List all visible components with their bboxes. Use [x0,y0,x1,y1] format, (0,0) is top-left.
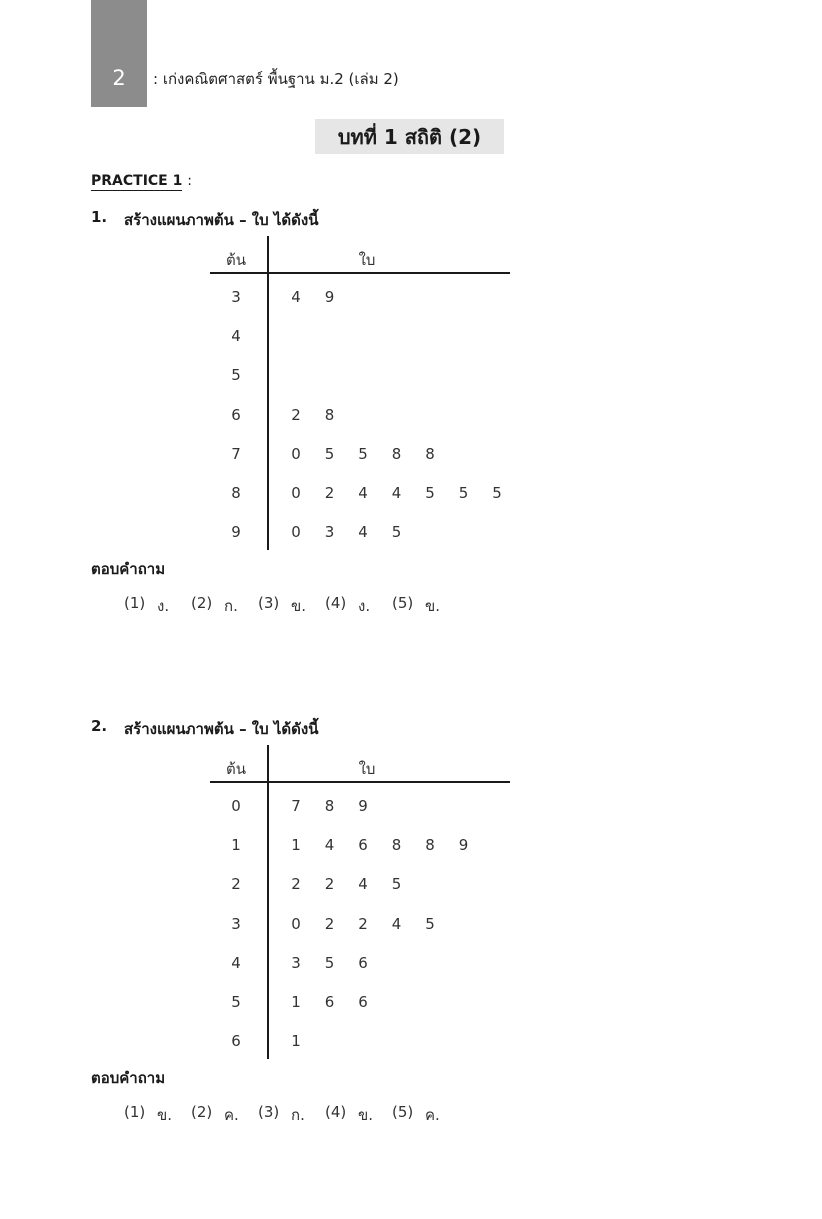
question-number: 2. [91,717,108,735]
leaf-value: 3 [324,523,335,542]
stem-value: 1 [231,836,241,855]
leaf-value: 5 [391,523,402,542]
leaf-value: 4 [358,875,368,894]
leaf-value: 2 [291,405,301,424]
leaf-value: 9 [458,836,469,855]
leaf-header: ใบ [358,760,376,778]
leaf-value: 4 [324,836,335,855]
leaf-value: 5 [358,444,368,463]
stem-value: 6 [231,405,241,424]
leaf-value: 7 [291,797,301,815]
leaf-value: 8 [391,836,402,855]
stem-value: 2 [231,875,241,894]
header-rule [210,272,510,274]
answer-label: (1) [124,1103,146,1122]
leaf-value: 5 [324,444,335,463]
answer-value: ก. [291,1106,305,1125]
leaf-value: 5 [391,875,402,894]
stem-value: 7 [231,444,241,463]
answer-label: (2) [191,1103,213,1122]
practice-colon: : [187,173,192,189]
leaf-value: 5 [425,484,435,502]
answer-value: ข. [291,597,307,616]
leaf-value: 1 [291,1032,301,1051]
stem-value: 5 [231,993,241,1011]
leaf-value: 8 [324,797,335,815]
stem-value: 3 [231,914,241,933]
practice-label: PRACTICE 1 [91,173,183,189]
leaf-value: 3 [291,953,301,972]
answer-value: ข. [157,1106,173,1125]
stem-value: 4 [231,953,241,972]
answer-label: (5) [392,594,414,613]
leaf-value: 6 [358,953,368,972]
practice-heading [91,173,192,189]
answer-label: (3) [258,1103,280,1122]
leaf-value: 9 [324,288,335,306]
page-number-tab [91,0,147,107]
stem-header: ต้น [226,251,246,269]
stem-value: 6 [231,1032,241,1051]
leaf-value: 4 [291,288,301,306]
leaf-value: 5 [458,484,469,502]
question-number: 1. [91,208,108,226]
question-text: สร้างแผนภาพต้น – ใบ ได้ดังนี้ [124,211,319,229]
leaf-value: 4 [358,523,368,542]
leaf-value: 0 [291,484,301,502]
answer-label: (3) [258,594,280,613]
leaf-value: 4 [391,914,402,933]
answer-value: ข. [425,597,441,616]
leaf-value: 2 [324,914,335,933]
leaf-value: 0 [291,914,301,933]
leaf-value: 1 [291,836,301,855]
leaf-value: 2 [358,914,368,933]
book-title: : เก่งคณิตศาสตร์ พื้นฐาน ม.2 (เล่ม 2) [153,70,399,88]
leaf-value: 0 [291,444,301,463]
leaf-value: 2 [291,875,301,894]
stem-leaf-divider [267,236,269,550]
answer-heading: ตอบคำถาม [91,1069,166,1088]
leaf-value: 6 [358,836,368,855]
answer-value: ค. [224,1106,239,1125]
answer-label: (4) [325,1103,347,1122]
leaf-value: 1 [291,993,301,1011]
stem-leaf-divider [267,745,269,1059]
stem-value: 3 [231,288,241,306]
page-number: 2 [112,66,126,90]
answer-value: ง. [157,597,170,616]
leaf-value: 2 [324,484,335,502]
leaf-value: 4 [391,484,402,502]
answer-label: (1) [124,594,146,613]
stem-value: 9 [231,523,241,542]
leaf-value: 4 [358,484,368,502]
answer-label: (5) [392,1103,414,1122]
stem-value: 5 [231,366,241,385]
leaf-value: 2 [324,875,335,894]
leaf-value: 8 [425,444,435,463]
leaf-value: 0 [291,523,301,542]
answer-value: ค. [425,1106,440,1125]
answer-label: (2) [191,594,213,613]
answer-value: ข. [358,1106,374,1125]
answer-value: ง. [358,597,371,616]
leaf-value: 6 [358,993,368,1011]
question-text: สร้างแผนภาพต้น – ใบ ได้ดังนี้ [124,720,319,738]
header-rule [210,781,510,783]
leaf-value: 8 [391,444,402,463]
leaf-value: 8 [425,836,435,855]
leaf-value: 5 [324,953,335,972]
leaf-value: 9 [358,797,368,815]
stem-value: 0 [231,797,241,815]
answer-value: ก. [224,597,238,616]
leaf-value: 5 [492,484,502,502]
answer-heading: ตอบคำถาม [91,560,166,579]
leaf-value: 5 [425,914,435,933]
chapter-title: บทที่ 1 สถิติ (2) [315,119,504,154]
leaf-value: 6 [324,993,335,1011]
stem-header: ต้น [226,760,246,778]
stem-value: 4 [231,327,241,346]
answer-label: (4) [325,594,347,613]
leaf-header: ใบ [358,251,376,269]
stem-value: 8 [231,484,241,502]
leaf-value: 8 [324,405,335,424]
